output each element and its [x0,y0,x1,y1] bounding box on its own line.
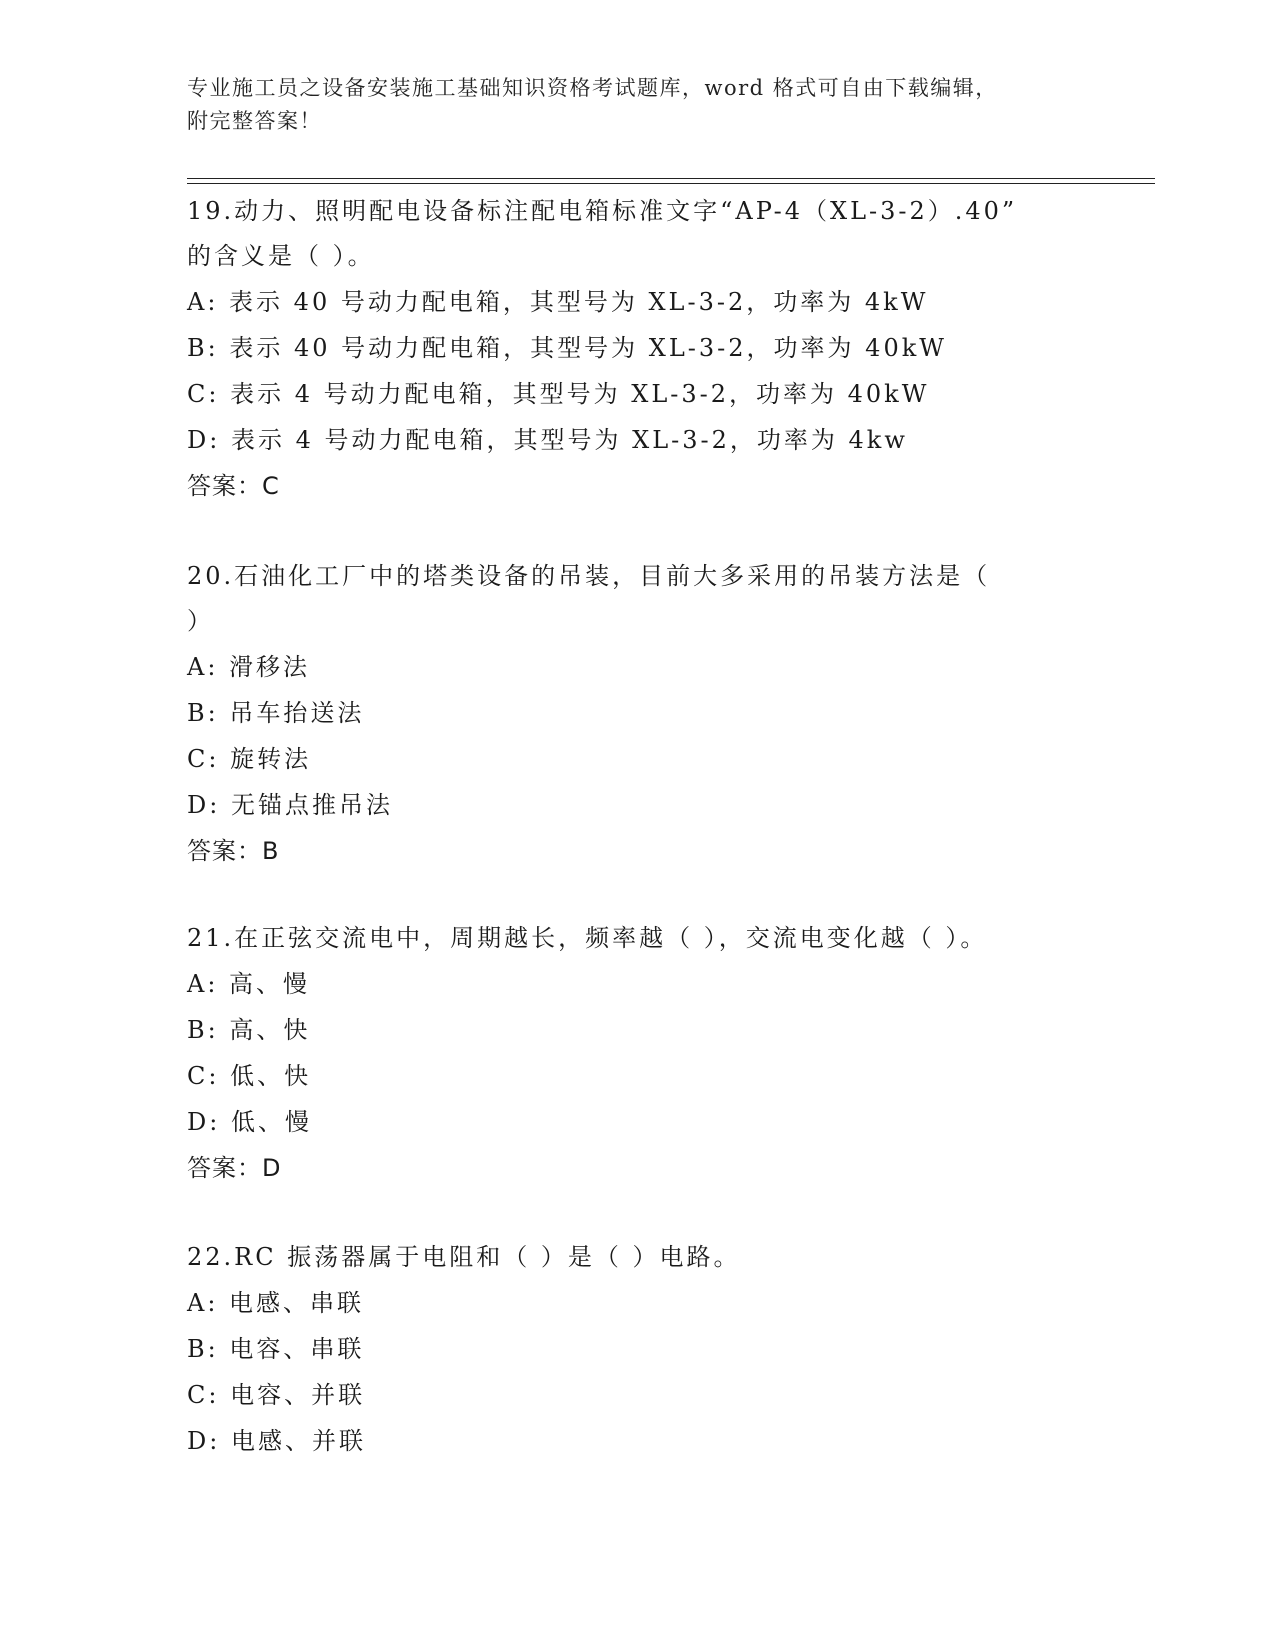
question-19 [187,189,1067,509]
option-a: A: 高、慢 [187,970,311,998]
option-b: B: 吊车抬送法 [187,699,365,727]
question-stem-line: 21.在正弦交流电中，周期越长，频率越（ ），交流电变化越（ ）。 [187,924,988,952]
header-rule-bottom [187,183,1155,184]
header-line-1: 专业施工员之设备安装施工基础知识资格考试题库，word 格式可自由下载编辑， [187,76,998,100]
question-stem [187,554,1067,644]
option-c: C: 电容、并联 [187,1381,366,1409]
question-stem-line: 20.石油化工厂中的塔类设备的吊装，目前大多采用的吊装方法是（ [187,562,991,590]
answer-line: 答案：C [187,472,280,500]
question-stem [187,916,1067,961]
option-d: D: 无锚点推吊法 [187,791,393,819]
question-stem-line: 22.RC 振荡器属于电阻和（ ）是（ ）电路。 [187,1243,741,1271]
question-stem-line: 的含义是（ ）。 [187,242,375,270]
option-c: C: 表示 4 号动力配电箱，其型号为 XL-3-2，功率为 40kW [187,380,930,408]
question-stem [187,1235,1067,1280]
option-b: B: 表示 40 号动力配电箱，其型号为 XL-3-2，功率为 40kW [187,334,947,362]
question-22 [187,1235,1067,1464]
answer-line: 答案：D [187,1154,282,1182]
option-c: C: 旋转法 [187,745,312,773]
header-line-2: 附完整答案！ [187,109,322,133]
question-21 [187,916,1067,1191]
question-stem-line: ） [187,607,214,635]
option-a: A: 表示 40 号动力配电箱，其型号为 XL-3-2，功率为 4kW [187,288,929,316]
option-a: A: 电感、串联 [187,1289,365,1317]
option-d: D: 表示 4 号动力配电箱，其型号为 XL-3-2，功率为 4kw [187,426,908,454]
option-d: D: 低、慢 [187,1108,312,1136]
option-a: A: 滑移法 [187,653,311,681]
question-stem-line: 19.动力、照明配电设备标注配电箱标准文字“AP-4（XL-3-2）.40” [187,197,1018,225]
header-rule-top [187,178,1155,179]
option-b: B: 高、快 [187,1016,311,1044]
answer-line: 答案：B [187,837,280,865]
option-d: D: 电感、并联 [187,1427,366,1455]
option-b: B: 电容、串联 [187,1335,365,1363]
question-20 [187,554,1067,874]
question-stem [187,189,1067,279]
option-c: C: 低、快 [187,1062,312,1090]
document-header [187,72,1067,138]
